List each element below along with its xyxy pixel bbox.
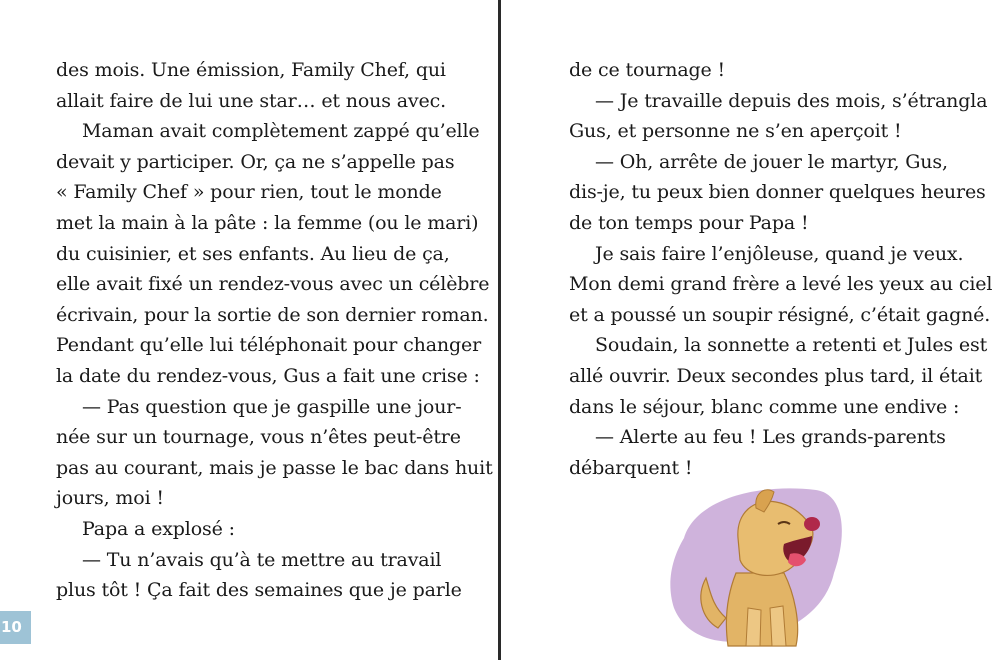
text-line: des mois. Une émission, Family Chef, qui bbox=[56, 59, 446, 81]
text-line: Pendant qu’elle lui téléphonait pour changer bbox=[56, 334, 482, 357]
text-line: Mon demi grand frère a levé les yeux au ciel bbox=[569, 273, 993, 296]
text-line: — Je travaille depuis des mois, s’étrangla bbox=[595, 89, 988, 112]
text-line: et a poussé un soupir résigné, c’était gagné. bbox=[569, 303, 991, 326]
text-line: elle avait fixé un rendez-vous avec un célèbre bbox=[56, 273, 490, 296]
text-line: née sur un tournage, vous n’êtes peut-être bbox=[56, 426, 461, 449]
text-line: jours, moi ! bbox=[56, 487, 164, 510]
text-line: met la main à la pâte : la femme (ou le mari) bbox=[56, 211, 479, 234]
text-line: allait faire de lui une star… et nous avec. bbox=[56, 89, 446, 112]
text-line: pas au courant, mais je passe le bac dans huit bbox=[56, 456, 493, 479]
text-line: Soudain, la sonnette a retenti et Jules est bbox=[595, 334, 988, 357]
text-line: — Oh, arrête de jouer le martyr, Gus, bbox=[595, 150, 948, 173]
dog-leg-left bbox=[746, 608, 761, 646]
left-page-text bbox=[56, 55, 493, 606]
right-page-text bbox=[569, 55, 993, 483]
dog-body bbox=[726, 573, 797, 646]
text-line: Je sais faire l’enjôleuse, quand je veux. bbox=[595, 242, 964, 265]
text-line: Gus, et personne ne s’en aperçoit ! bbox=[569, 120, 902, 143]
text-line: — Tu n’avais qu’à te mettre au travail bbox=[82, 548, 442, 571]
text-line: la date du rendez-vous, Gus a fait une crise : bbox=[56, 364, 480, 387]
text-line: dis-je, tu peux bien donner quelques heures bbox=[569, 181, 986, 204]
text-line: Papa a explosé : bbox=[82, 517, 235, 540]
text-line: « Family Chef » pour rien, tout le monde bbox=[56, 181, 442, 204]
dog-nose bbox=[804, 517, 820, 531]
right-page bbox=[501, 0, 1000, 660]
dog-illustration bbox=[666, 478, 846, 653]
left-page bbox=[0, 0, 498, 660]
page-number: 10 bbox=[0, 611, 31, 644]
text-line: allé ouvrir. Deux secondes plus tard, il était bbox=[569, 364, 983, 387]
text-line: écrivain, pour la sortie de son dernier roman. bbox=[56, 303, 489, 326]
text-line: de ton temps pour Papa ! bbox=[569, 211, 809, 234]
dog-leg-right bbox=[770, 606, 786, 646]
text-line: — Pas question que je gaspille une jour- bbox=[82, 395, 462, 418]
text-line: débarquent ! bbox=[569, 456, 693, 479]
text-line: plus tôt ! Ça fait des semaines que je parle bbox=[56, 579, 462, 602]
text-line: devait y participer. Or, ça ne s’appelle pas bbox=[56, 150, 455, 173]
text-line: dans le séjour, blanc comme une endive : bbox=[569, 395, 960, 418]
text-line: Maman avait complètement zappé qu’elle bbox=[82, 120, 480, 143]
text-line: du cuisinier, et ses enfants. Au lieu de ça, bbox=[56, 242, 450, 265]
text-line: de ce tournage ! bbox=[569, 59, 726, 81]
text-line: — Alerte au feu ! Les grands-parents bbox=[595, 426, 946, 449]
